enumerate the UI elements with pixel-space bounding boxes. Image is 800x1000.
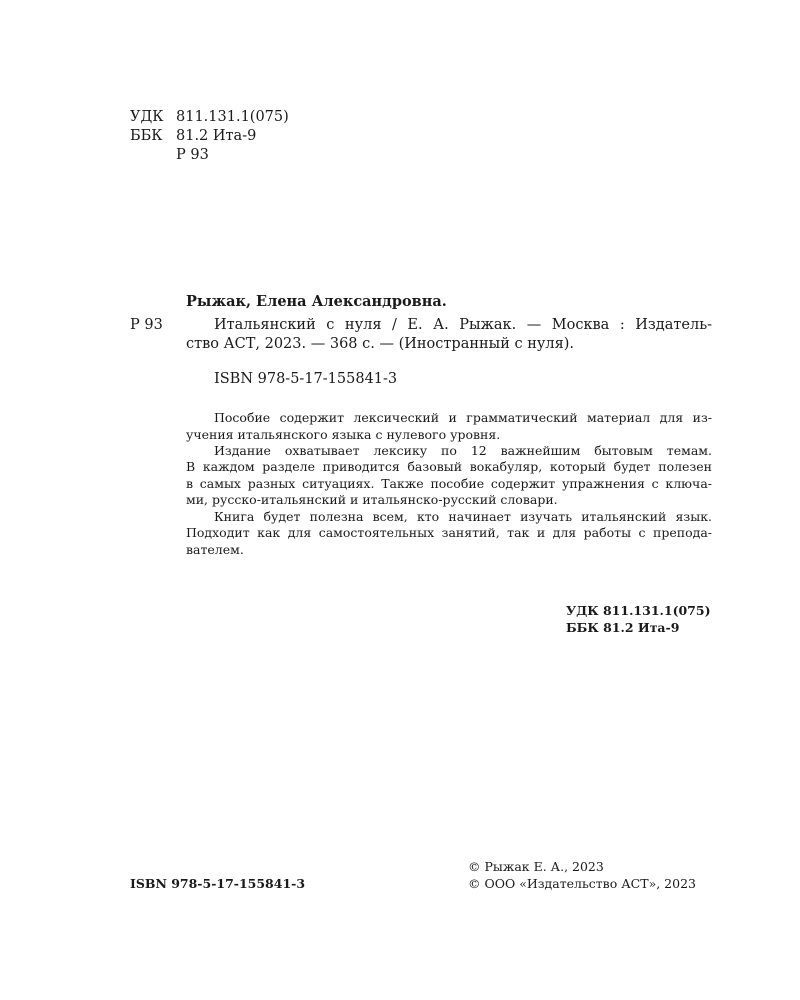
udk-label: УДК	[130, 109, 164, 125]
annotation-line-3-wrap	[214, 443, 712, 460]
bbk-value: 81.2 Ита-9	[176, 128, 257, 144]
annotation-line-5-wrap	[186, 476, 712, 493]
title-line-wrap	[214, 315, 712, 335]
author-mark: Р 93	[176, 147, 209, 163]
annotation-line: учения итальянского языка с нулевого уровня.	[186, 427, 501, 442]
copyright-publisher: © ООО «Издательство АСТ», 2023	[468, 876, 696, 891]
annotation-line: В каждом разделе приводится базовый вокабуляр, который будет полезен	[186, 459, 712, 474]
annotation-line-1-wrap	[214, 410, 712, 427]
udk-value: 811.131.1(075)	[176, 109, 289, 125]
author-heading: Рыжак, Елена Александровна.	[186, 293, 447, 310]
bbk-bottom: ББК 81.2 Ита-9	[566, 620, 680, 635]
annotation-line: в самых разных ситуациях. Также пособие содержит упражнения с ключа-	[186, 476, 712, 491]
card-author-mark: Р 93	[130, 317, 163, 333]
annotation-line: вателем.	[186, 542, 244, 557]
udk-bottom: УДК 811.131.1(075)	[566, 603, 711, 618]
footer-isbn: ISBN 978-5-17-155841-3	[130, 876, 306, 891]
annotation-line: Книга будет полезна всем, кто начинает изучать итальянский язык.	[214, 509, 712, 524]
card-isbn: ISBN 978-5-17-155841-3	[214, 371, 398, 387]
annotation-line: Издание охватывает лексику по 12 важнейшим бытовым темам.	[214, 443, 712, 458]
annotation-line: Подходит как для самостоятельных занятий, так и для работы с препода-	[186, 525, 712, 540]
bbk-label: ББК	[130, 128, 163, 144]
title-line-1: Итальянский с нуля / Е. А. Рыжак. — Москва : Издатель-	[214, 317, 712, 333]
title-line-2: ство АСТ, 2023. — 368 с. — (Иностранный с нуля).	[186, 336, 575, 352]
annotation-line-4-wrap	[186, 459, 712, 476]
copyright-author: © Рыжак Е. А., 2023	[468, 859, 604, 874]
annotation-line: ми, русско-итальянский и итальянско-русский словари.	[186, 492, 558, 507]
annotation-line: Пособие содержит лексический и грамматический материал для из-	[214, 410, 712, 425]
annotation-line-7-wrap	[214, 509, 712, 526]
annotation-line-8-wrap	[186, 525, 712, 542]
